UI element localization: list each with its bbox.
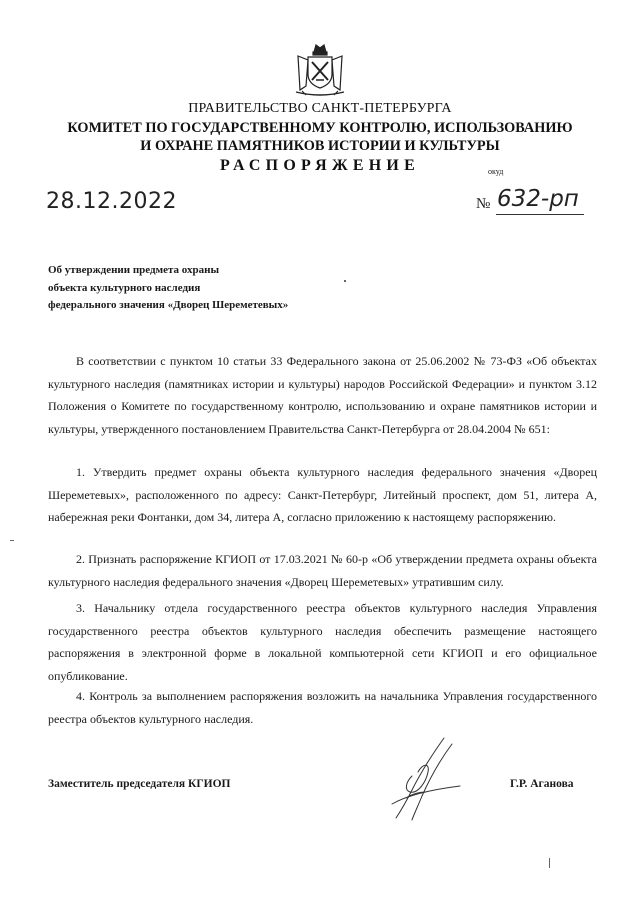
subject-line: Об утверждении предмета охраны xyxy=(48,264,220,276)
document-type-title: РАСПОРЯЖЕНИЕ xyxy=(220,157,420,174)
signatory-position: Заместитель председателя КГИОП xyxy=(48,778,231,790)
scan-speck xyxy=(549,858,550,868)
committee-title-line1: КОМИТЕТ ПО ГОСУДАРСТВЕННОМУ КОНТРОЛЮ, ИСПОЛЬЗОВАНИЮ xyxy=(67,120,573,136)
document-number: 632-рп xyxy=(497,186,579,212)
clause-2 xyxy=(48,548,597,593)
clause-3-text: 3. Начальнику отдела государственного реестра объектов культурного наследия Управления государственного реестра объектов культурного наследия обеспечить размещение настоящего распоряжения в электронной форме в локальной компьютерной сети КГИОП и его официальное опубликование. xyxy=(48,601,597,683)
scan-speck xyxy=(344,280,346,282)
clause-3 xyxy=(48,597,597,687)
subject-line: федерального значения «Дворец Шереметевых» xyxy=(48,299,289,311)
handwritten-signature xyxy=(382,732,464,824)
clause-4 xyxy=(48,685,597,730)
coat-of-arms-icon xyxy=(294,42,346,96)
government-title: ПРАВИТЕЛЬСТВО САНКТ-ПЕТЕРБУРГА xyxy=(188,101,452,116)
number-sign: № xyxy=(476,196,491,212)
preamble-text: В соответствии с пунктом 10 статьи 33 Федерального закона от 25.06.2002 № 73-ФЗ «Об объектах культурного наследия (памятниках истории и культуры) народов Российской Федерации» и пунктом 3.12 Положения о Комитете по государственному контролю, использованию и охране памятников истории и культуры, утвержденного постановлением Правительства Санкт-Петербурга от 28.04.2004 № 651: xyxy=(48,354,597,436)
preamble-paragraph xyxy=(48,350,597,440)
clause-2-text: 2. Признать распоряжение КГИОП от 17.03.2021 № 60-р «Об утверждении предмета охраны объекта культурного наследия федерального значения «Дворец Шереметевых» утратившим силу. xyxy=(48,552,597,589)
number-underline xyxy=(496,214,584,215)
clause-1 xyxy=(48,461,597,529)
clause-4-text: 4. Контроль за выполнением распоряжения возложить на начальника Управления государственного реестра объектов культурного наследия. xyxy=(48,689,597,726)
document-date: 28.12.2022 xyxy=(46,189,177,214)
document-subject xyxy=(48,262,288,315)
clause-1-text: 1. Утвердить предмет охраны объекта культурного наследия федерального значения «Дворец Шереметевых», расположенного по адресу: Санкт-Петербург, Литейный проспект, дом 51, литера А, набережная реки Фонтанки, дом 34, литера А, согласно приложению к настоящему распоряжению. xyxy=(48,465,597,524)
subject-line: объекта культурного наследия xyxy=(48,281,201,294)
scan-speck xyxy=(10,540,14,541)
committee-title-line2: И ОХРАНЕ ПАМЯТНИКОВ ИСТОРИИ И КУЛЬТУРЫ xyxy=(140,138,500,154)
signatory-name: Г.Р. Аганова xyxy=(510,778,574,790)
okud-label: окуд xyxy=(488,167,504,176)
